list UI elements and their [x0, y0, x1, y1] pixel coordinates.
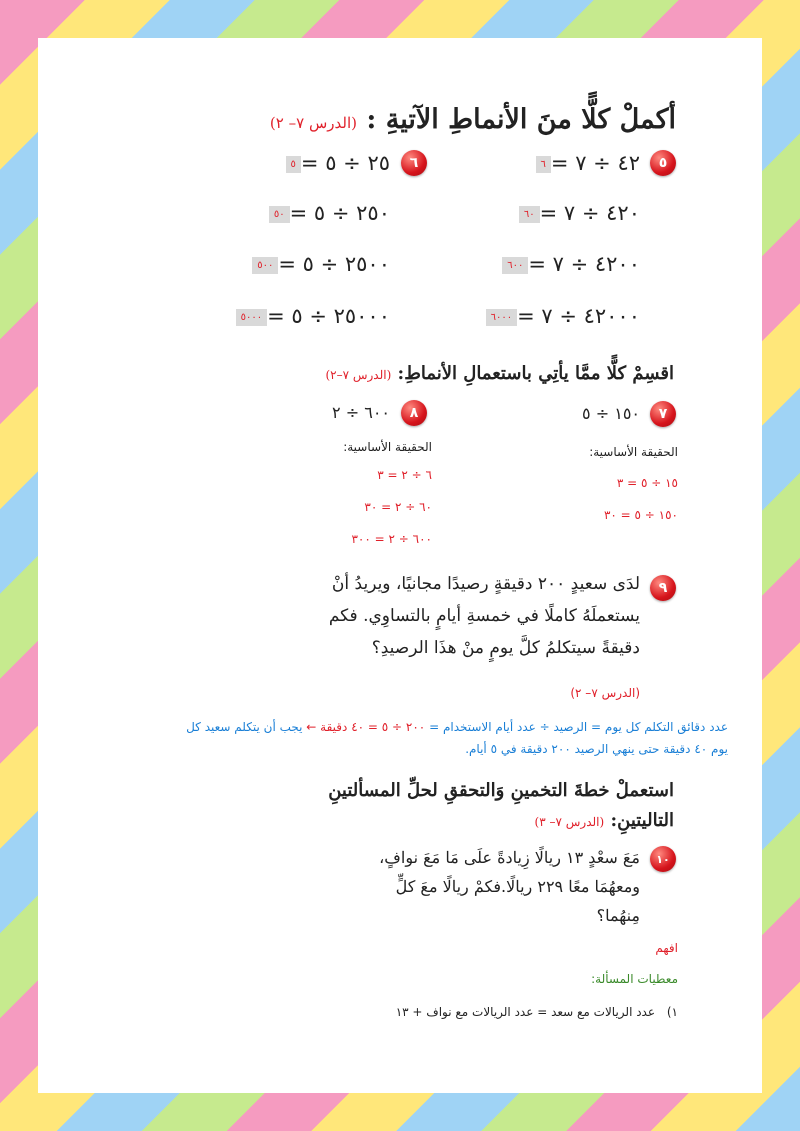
problem-6-badge: ٦ — [401, 150, 427, 176]
problem-5-row-2: ٤٢٠ ÷ ٧ =٦٠ — [513, 201, 640, 225]
problem-9-lesson: (الدرس ٧– ٢) — [570, 686, 640, 700]
problem-7-step-1: ١٥ ÷ ٥ = ٣ — [616, 476, 678, 490]
answer-box: ٦٠٠ — [502, 257, 528, 274]
worksheet-page — [38, 38, 762, 1093]
problem-7-expr: ١٥٠ ÷ ٥ — [582, 404, 640, 423]
problem-5-row-3: ٤٢٠٠ ÷ ٧ =٦٠٠ — [496, 252, 640, 276]
problem-5-badge: ٥ — [650, 150, 676, 176]
section2-title: اقسِمْ كلًّا ممَّا يأتِي باستعمالِ الأنماطِ: (الدرس ٧–٢) — [325, 363, 674, 384]
section3-title: استعملْ خطةَ التخمينِ وَالتحققِ لحلِّ المسألتينِ — [328, 780, 674, 801]
answer-box: ٦ — [536, 156, 551, 173]
problem-10-understand: افهم — [655, 941, 678, 955]
section2-lesson: (الدرس ٧–٢) — [325, 368, 392, 382]
problem-7-badge: ٧ — [650, 401, 676, 427]
section1-lesson: (الدرس ٧– ٢) — [269, 114, 357, 132]
problem-7-step-2: ١٥٠ ÷ ٥ = ٣٠ — [603, 508, 678, 522]
problem-8-step-2: ٦٠ ÷ ٢ = ٣٠ — [364, 500, 432, 514]
answer-box: ٦٠ — [519, 206, 540, 223]
section3-title-line-2: التاليتينِ: (الدرس ٧– ٣) — [534, 810, 674, 831]
problem-8-step-3: ٦٠٠ ÷ ٢ = ٣٠٠ — [351, 532, 432, 546]
answer-box: ٥٠٠٠ — [236, 309, 267, 326]
answer-box: ٥٠٠ — [252, 257, 278, 274]
problem-6-row-4: ٢٥٠٠٠ ÷ ٥ =٥٠٠٠ — [230, 304, 390, 328]
section1-title: أكملْ كلًّا منَ الأنماطِ الآتيةِ : (الدرس ٧– ٢) — [269, 104, 676, 135]
answer-box: ٦٠٠٠ — [486, 309, 517, 326]
answer-box: ٥ — [286, 156, 301, 173]
problem-8-step-1: ٦ ÷ ٢ = ٣ — [377, 468, 432, 482]
section3-lesson: (الدرس ٧– ٣) — [534, 815, 605, 829]
problem-9-solution-line-2: يوم ٤٠ دقيقة حتى ينهي الرصيد ٢٠٠ دقيقة في ٥ أيام. — [465, 742, 728, 756]
problem-10-text: مَعَ سعْدٍ ١٣ ريالًا زِيادةً علَى مَا مَعَ نوافٍ، ومعهُمَا معًا ٢٢٩ ريالًا.فكمْ ريالًا معَ كلٍّ مِنهُما؟ — [379, 848, 640, 925]
problem-9-badge: ٩ — [650, 575, 676, 601]
problem-10-given-1: ١) عدد الريالات مع سعد = عدد الريالات مع نواف + ١٣ — [395, 1005, 678, 1019]
problem-5-row-1: ٤٢ ÷ ٧ =٦ — [530, 151, 640, 175]
problem-8-badge: ٨ — [401, 400, 427, 426]
problem-7-fact-label: الحقيقة الأساسية: — [589, 445, 678, 459]
problem-10-givens-label: معطيات المسألة: — [591, 972, 678, 986]
problem-6-row-1: ٢٥ ÷ ٥ =٥ — [280, 151, 390, 175]
problem-8-fact-label: الحقيقة الأساسية: — [343, 440, 432, 454]
problem-6-row-2: ٢٥٠ ÷ ٥ =٥٠ — [263, 201, 390, 225]
problem-5-row-4: ٤٢٠٠٠ ÷ ٧ =٦٠٠٠ — [480, 304, 640, 328]
problem-6-row-3: ٢٥٠٠ ÷ ٥ =٥٠٠ — [246, 252, 390, 276]
answer-box: ٥٠ — [269, 206, 290, 223]
problem-8-expr: ٦٠٠ ÷ ٢ — [332, 403, 390, 422]
problem-9-solution-line-1: عدد دقائق التكلم كل يوم = الرصيد ÷ عدد أيام الاستخدام = ٢٠٠ ÷ ٥ = ٤٠ دقيقة ← يجب أن يتكلم سعيد كل — [186, 720, 728, 734]
problem-9-text: لدَى سعيدٍ ٢٠٠ دقيقةٍ رصيدًا مجانيًا، ويريدُ أنْ يستعملَهُ كاملًا في خمسةِ أيامٍ بالتساوِي. فكم دقيقةً سيتكلمُ كلَّ يومٍ منْ هذَا الرصيدِ؟ — [328, 574, 640, 658]
problem-10-badge: ١٠ — [650, 846, 676, 872]
